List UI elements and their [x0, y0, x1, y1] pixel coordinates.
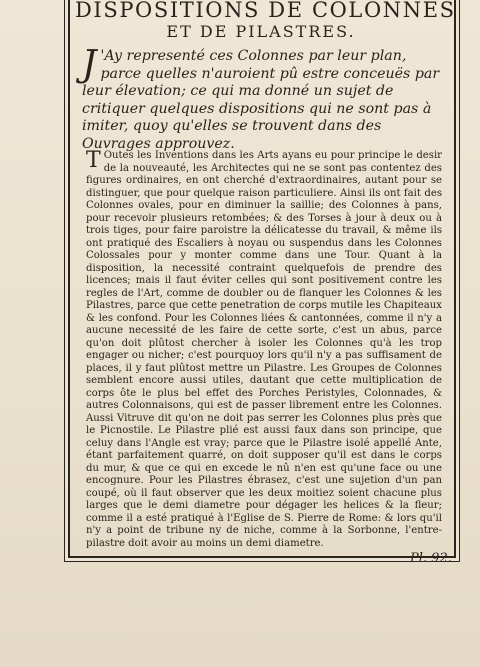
- body-paragraph: [86, 150, 442, 550]
- page-title: DISPOSITIONS DE COLONNES: [75, 0, 456, 22]
- body-dropcap: T: [86, 148, 101, 173]
- intro-text: 'Ay representé ces Colonnes par leur plan, parce quelles n'auroient pû estre conceuës par leur élevation; ce qui ma donné un sujet de critiquer quelques dispositions qui ne sont pas à imiter, quoy qu'elles se trouvent dans des Ouvrages approuvez.: [82, 48, 440, 152]
- intro-dropcap: J: [82, 44, 97, 85]
- intro-paragraph: [82, 44, 444, 153]
- page-subtitle: ET DE PILASTRES.: [166, 22, 356, 41]
- body-text: Outes les Inventions dans les Arts ayans eu pour principe le desir de la nouveauté, les Architectes qui ne se sont pas contentez des figures ordinaires, en ont cherché d'extraordinaires, autant pour se distinguer, que pour quelque raison particuliere. Ainsi ils ont fait des Colonnes ovales, pour en diminuer la saillie; des Colonnes à pans, pour recevoir plusieurs retombées; & des Torses à jour à deux ou à trois tiges, pour faire paroistre la délicatesse du travail, & même ils ont pratiqué des Escaliers à noyau ou suspendus dans les Colonnes Colossales pour y monter comme dans une Tour. Quant à la disposition, la necessité contraint quelquefois de prendre des licences; mais il faut éviter celles qui sont positivement contre les regles de l'Art, comme de doubler ou de flanquer les Colonnes & les Pilastres, parce que cette penetration de corps mutile les Chapiteaux & les confond. Pour les Colonnes liées & cantonnées, comme il n'y a aucune necessité de les faire de cette sorte, c'est un abus, parce qu'on doit plûtost chercher à isoler les Colonnes qu'à les trop engager ou nicher; c'est pourquoy lors qu'il n'y a pas suffisament de places, il y faut plûtost mettre un Pilastre. Les Groupes de Colonnes semblent encore aussi utiles, dautant que cette multiplication de corps ôte le plus bel effet des Porches Peristyles, Colonnades, & autres Colonnaisons, qui est de passer librement entre les Colonnes. Aussi Vitruve dit qu'on ne doit pas serrer les Colonnes plus près que le Picnostile. Le Pilastre plié est aussi faux dans son principe, que celuy dans l'Angle est vray; parce que le Pilastre isolé appellé Ante, étant parfaitement quarré, on doit supposer qu'il est dans le corps du mur, & que ce qui en excede le nû n'en est qu'une face ou une encognure. Pour les Pilastres ébrasez, c'est une sujetion d'un pan coupé, où il faut observer que les deux moitiez soient chacune plus larges que le demi diametre pour dégager les helices & la fleur; comme il a esté pratiqué à l'Eglise de S. Pierre de Rome: & lors qu'il n'y a point de tribune ny de niche, comme à la Sorbonne, l'entre-pilastre doit avoir au moins un demi diametre.: [86, 150, 442, 549]
- plate-number: Pl. 92.: [410, 551, 452, 566]
